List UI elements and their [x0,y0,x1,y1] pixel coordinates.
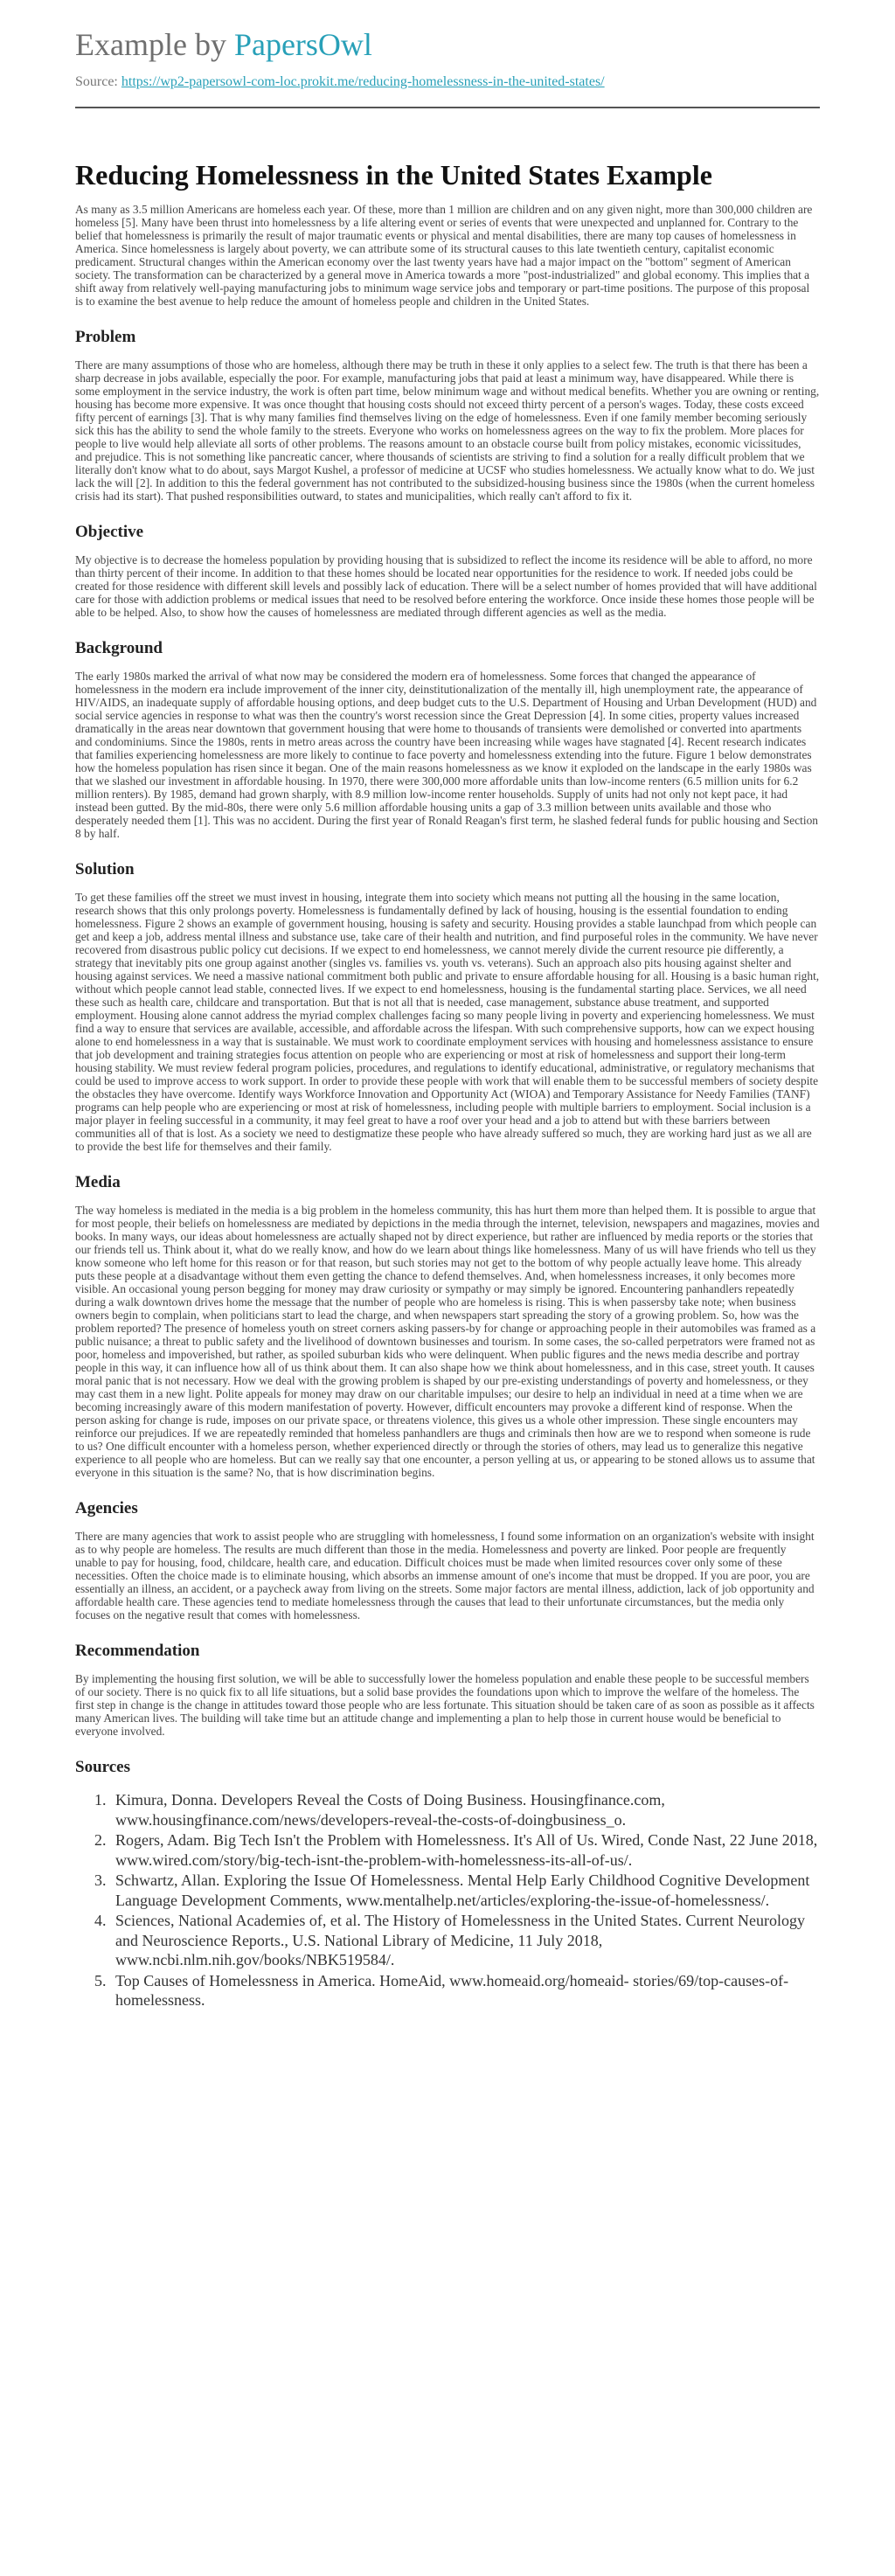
page-title: Reducing Homelessness in the United States Example [75,159,712,191]
brand-header [75,24,372,65]
brand-name-link[interactable]: PapersOwl [233,27,372,62]
section-heading-agencies: Agencies [75,1499,138,1517]
source-line [75,73,605,91]
article [75,149,820,2011]
section-body-agencies: There are many agencies that work to assist people who are struggling with homelessness, I found some information on an organization's website with insight as to why people are homeless. The results are much different than those in the media. Homelessness and poverty are linked. Poor people are frequently unable to pay for housing, food, childcare, health care, and education. Difficult choices must be made when limited resources cover only some of these necessities. Often the choice made is to eliminate housing, which absorbs an immense amount of one's income that must be dropped. If you are poor, you are essentially an illness, an accident, or a paycheck away from living on the streets. Some major factors are mental illness, addiction, lack of job opportunity and affordable health care. These agencies tend to mediate homelessness through the causes that lead to their unfortunate circumstances, but the media only focuses on the negative result that comes with homelessness. [75,1530,815,1621]
section-body-objective: My objective is to decrease the homeless population by providing housing that is subsidized to reflect the income its residence will be able to afford, no more than thirty percent of their income. In addition to that these homes should be located near opportunities for the residence to work. If needed jobs could be created for those residence with different skill levels and possibly lack of education. There will be a select number of homes provided that will have additional care for those with addiction problems or medical issues that need to be resolved before entering the workforce. Once inside these homes those people will be able to be helped. Also, to show how the causes of homelessness are mediated through different agencies as well as the media. [75,553,817,619]
section-body-media: The way homeless is mediated in the media is a big problem in the homeless community, this has hurt them more than helped them. It is possible to argue that for most people, their beliefs on homelessness are mediated by depictions in the media through the internet, television, newspapers and magazines, movies and books. In many ways, our ideas about homelessness are actually shaped not by direct experience, but rather are influenced by media reports or the stories that our friends tell us. Think about it, what do we really know, and how do we learn about things like homelessness. Many of us will have friends who tell us they know someone who left home for this reason or for that reason, but such stories may not get to the bottom of why people actually leave home. This already puts these people at a disadvantage without them even getting the chance to defend themselves. And, when homelessness increases, it only becomes more visible. An occasional young person begging for money may draw curiosity or sympathy or may simply be ignored. Encountering panhandlers repeatedly during a walk downtown drives home the message that the number of people who are homeless is rising. This is when passersby take note; when business owners begin to complain, when politicians start to lead the charge, and when newspapers start spreading the story of a growing problem. So, how was the problem reported? The presence of homeless youth on street corners asking passers-by for change or approaching people in their automobiles was framed as a public nuisance; a threat to public safety and the livelihood of downtown businesses and tourism. In some cases, the so-called perpetrators were framed not as poor, homeless and impoverished, but rather, as spoiled suburban kids who were delinquent. When public figures and the news media describe and portray people in this way, it can influence how all of us think about them. It can also shape how we think about homelessness, and in this case, street youth. It causes moral panic that is not necessary. How we deal with the growing problem is shaped by our pre-existing understandings of poverty and homelessness, or they may cast them in a new light. Polite appeals for money may draw on our charitable impulses; our desire to help an individual in need at a time when we are becoming increasingly aware of this modern manifestation of poverty. However, difficult encounters may provoke a different kind of response. When the person asking for change is rude, imposes on our private space, or threatens violence, this gives us a whole other impression. These single encounters may reinforce our prejudices. If we are repeatedly reminded that homeless panhandlers are thugs and criminals then how are we to respond when someone is rude to us? One difficult encounter with a homeless person, whether experienced directly or through the stories of others, may lead us to generalize this negative experience to all people who are homeless. But can we really say that one encounter, a person yelling at us, or appearing to be stoned allows us to assume that everyone in this situation is the same? No, that is how discrimination begins. [75,1204,820,1479]
source-item: 5. Top Causes of Homelessness in America. HomeAid, www.homeaid.org/homeaid- stories/69/top-causes-of-homelessness. [110,1971,820,2010]
section-heading-solution: Solution [75,860,135,878]
source-url-link[interactable]: https://wp2-papersowl-com-loc.prokit.me/reducing-homelessness-in-the-united-states/ [121,74,605,89]
source-item: 1. Kimura, Donna. Developers Reveal the Costs of Doing Business. Housingfinance.com, www.housingfinance.com/news/developers-reveal-the-costs-of-doingbusiness_o. [110,1790,820,1830]
section-body-solution: To get these families off the street we must invest in housing, integrate them into society which means not putting all the housing in the same location, research shows that this only prolongs poverty. Homelessness is fundamentally defined by lack of housing, housing is the essential foundation to ending homelessness. Figure 2 shows an example of government housing, housing is safety and security. Housing provides a stable launchpad from which people can get and keep a job, address mental illness and substance use, take care of their health and nutrition, and find purposeful roles in the community. We have never recovered from disastrous public policy cut decisions. If we expect to end homelessness, we cannot merely divide the current resource pie differently, a strategy that inevitably pits one group against another (singles vs. families vs. youth vs. veterans). Such an approach also pits housing against shelter and housing against services. We need a massive national commitment both public and private to ensure affordable housing for all. Housing is a basic human right, without which people cannot lead stable, connected lives. If we expect to end homelessness, housing is the fundamental starting place. Services, we all need these such as health care, childcare and transportation. But that is not all that is needed, case management, substance abuse treatment, and supported employment. Housing alone cannot address the myriad complex challenges facing so many people living in poverty and experiencing homelessness. We must find a way to ensure that services are available, accessible, and affordable across the lifespan. With such comprehensive supports, how can we expect housing alone to end homelessness in a way that is sustainable. We must work to coordinate employment services with housing and homelessness assistance to ensure that job development and training strategies focus attention on people who are experiencing or most at risk of homelessness and support their long-term housing stability. We must review federal program policies, procedures, and regulations to identify educational, administrative, or regulatory mechanisms that could be used to improve access to work support. In order to provide these people with work that will enable them to be successful members of society despite the obstacles they have overcome. Identify ways Workforce Innovation and Opportunity Act (WIOA) and Temporary Assistance for Needy Families (TANF) programs can help people who are experiencing or most at risk of homelessness, including people with multiple barriers to employment. Social inclusion is a major player in feeling successful in a community, it may feel great to have a roof over your head and a job to attend but with these barriers between communities all of that is lost. As a society we need to destigmatize these people who have already suffered so much, they are working hard just as we all are to provide the best life for themselves and their family. [75,891,820,1153]
intro-paragraph: As many as 3.5 million Americans are homeless each year. Of these, more than 1 million are children and on any given night, more than 300,000 children are homeless [5]. Many have been thrust into homelessness by a life altering event or series of events that were unexpected and unplanned for. Contrary to the belief that homelessness is primarily the result of major traumatic events or physical and mental disabilities, there are many top causes of homelessness in America. Since homelessness is largely about poverty, we can attribute some of its structural causes to this late twentieth century, capitalist economic predicament. Structural changes within the American economy over the last twenty years have had a major impact on the "bottom" segment of American society. The transformation can be characterized by a general move in America towards a more "post-industrialized" and global economy. This implies that a shift away from relatively well-paying manufacturing jobs to minimum wage service jobs and temporary or part-time positions. The purpose of this proposal is to examine the best avenue to help reduce the amount of homeless people and children in the United States. [75,203,813,308]
section-heading-background: Background [75,639,163,657]
section-heading-recommendation: Recommendation [75,1642,200,1660]
section-heading-problem: Problem [75,328,136,346]
sources-heading: Sources [75,1758,130,1776]
source-label: Source: [75,74,121,89]
section-body-background: The early 1980s marked the arrival of what now may be considered the modern era of homelessness. Some forces that changed the appearance of homelessness in the modern era include improvement of the inner city, deinstitutionalization of the mentally ill, high unemployment rate, the appearance of HIV/AIDS, an inadequate supply of affordable housing options, and deep budget cuts to the U.S. Department of Housing and Urban Development (HUD) and social service agencies in response to what was then the country's worst recession since the Great Depression [4]. In some cities, property values increased dramatically in the areas near downtown that government housing that were home to thousands of transients were demolished or converted into apartments and condominiums. Since the 1980s, rents in metro areas across the country have been increasing while wages have stagnated [4]. Recent research indicates that families experiencing homelessness are more likely to continue to face poverty and homelessness extending into the future. Figure 1 below demonstrates how the homeless population has risen since it began. One of the main reasons homelessness as we know it exploded on the landscape in the early 1980s was that we slashed our investment in affordable housing. In 1970, there were 300,000 more affordable units than low-income renters (6.5 million units for 6.2 million renters). By 1985, demand had grown sharply, with 8.9 million low-income renter households. Supply of units had not only not kept pace, it had instead been gutted. By the mid-80s, there were only 5.6 million affordable housing units a gap of 3.3 million between units available and those who desperately needed them [1]. This was no accident. During the first year of Ronald Reagan's first term, he slashed federal funds for public housing and Section 8 by half. [75,670,818,840]
source-item: 4. Sciences, National Academies of, et al. The History of Homelessness in the United States. Current Neurology and Neuroscience Reports., U.S. National Library of Medicine, 11 July 2018, www.ncbi.nlm.nih.gov/books/NBK519584/. [110,1911,820,1970]
section-body-recommendation: By implementing the housing first solution, we will be able to successfully lower the homeless population and enable these people to be successful members of our society. There is no quick fix to all life situations, but a solid base provides the foundations upon which to improve the welfare of the homeless. The first step in change is the change in attitudes toward those people who are less fortunate. This situation should be taken care of as soon as possible as it affects many American lives. The building will take time but an attitude change and implementing a plan to help those in current house would be beneficial to everyone involved. [75,1672,815,1738]
brand-prefix: Example by [75,27,234,62]
section-heading-media: Media [75,1173,121,1191]
source-item: 2. Rogers, Adam. Big Tech Isn't the Problem with Homelessness. It's All of Us. Wired, Conde Nast, 22 June 2018, www.wired.com/story/big-tech-isnt-the-problem-with-homelessness-its-all-of-us/. [110,1830,820,1870]
header-divider [75,107,820,108]
sources-list [75,1790,820,2010]
section-heading-objective: Objective [75,523,144,541]
section-body-problem: There are many assumptions of those who are homeless, although there may be truth in these it only applies to a select few. The truth is that there has been a sharp decrease in jobs available, especially the poor. For example, manufacturing jobs that paid at least a minimum way, have disappeared. While there is some employment in the service industry, the work is often part time, below minimum wage and without medical benefits. Whether you are owning or renting, housing has become more expensive. It was once thought that housing costs should not exceed thirty percent of a person's wages. Today, these costs exceed fifty percent of earnings [3]. That is why many families find themselves living on the edge of homelessness. Even if one family member becoming seriously sick this has the ability to send the whole family to the streets. Everyone who works on homelessness agrees on the way to fix the problem. More places for people to live would help alleviate all sorts of other problems. The reasons amount to an obstacle course built from policy mistakes, economic vicissitudes, and prejudice. This is not something like pancreatic cancer, where thousands of scientists are striving to find a solution for a really difficult problem that we literally don't know what to do about, says Margot Kushel, a professor of medicine at UCSF who studies homelessness. We actually know what to do. We just lack the will [2]. In addition to this the federal government has not contributed to the subsidized-housing business since the 1980s (when the current homeless crisis had its start). That pushed responsibilities outward, to states and municipalities, which really can't afford to fix it. [75,358,820,503]
source-item: 3. Schwartz, Allan. Exploring the Issue Of Homelessness. Mental Help Early Childhood Cognitive Development Language Development Comments, www.mentalhelp.net/articles/exploring-the-issue-of-homelessness/. [110,1871,820,1910]
